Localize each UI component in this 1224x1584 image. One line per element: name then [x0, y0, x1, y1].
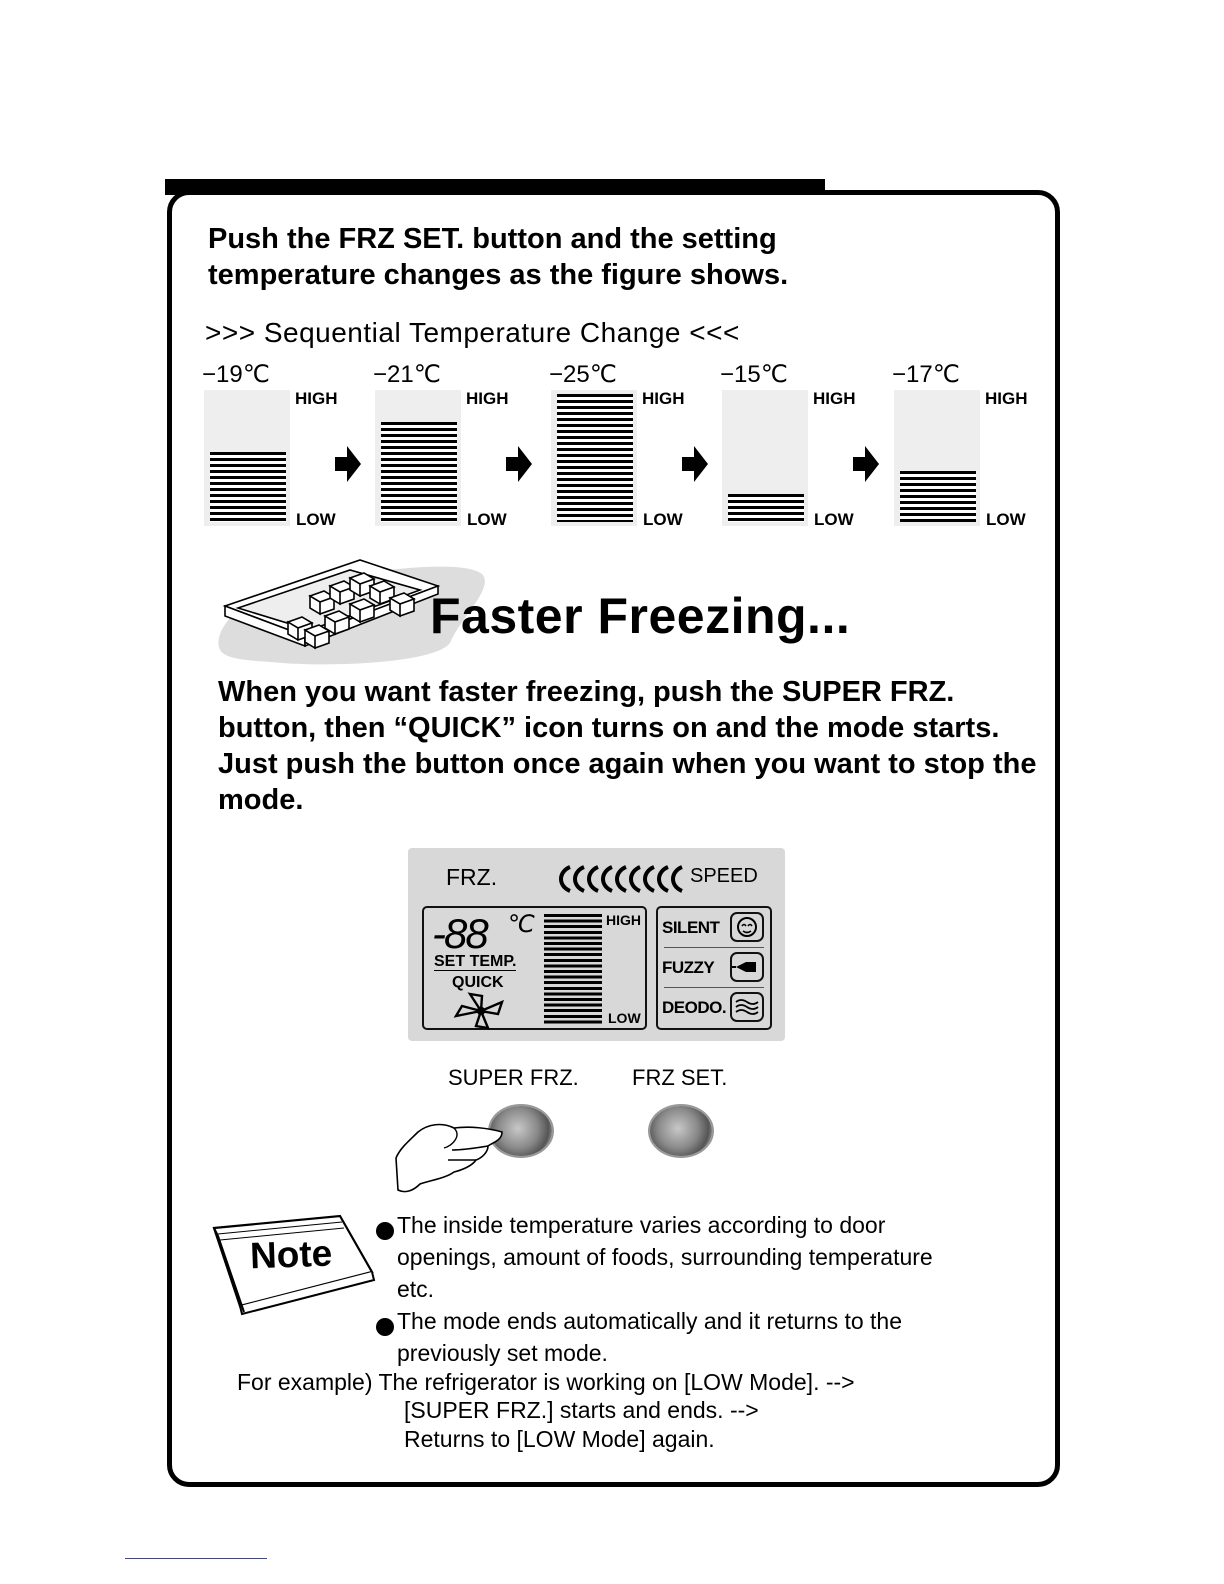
deodo-label: DEODO. [662, 998, 727, 1017]
pointing-hand-icon [392, 1118, 512, 1196]
display-high-label: HIGH [606, 912, 641, 928]
gauge-high-label: HIGH [985, 389, 1028, 408]
gauge-low-label: LOW [986, 510, 1026, 529]
next-arrow-icon [680, 444, 710, 484]
frz-label: FRZ. [446, 864, 498, 890]
next-arrow-icon [851, 444, 881, 484]
level-bars [544, 914, 602, 1026]
example-line: [SUPER FRZ.] starts and ends. --> [404, 1397, 759, 1423]
faster-freezing-text: When you want faster freezing, push the SUPER FRZ. button, then “QUICK” icon turns on and the mode starts. Just push the button once again when you want to stop the mode. [218, 676, 1037, 816]
temperature-readout [422, 906, 647, 1030]
note-line: The mode ends automatically and it returns to the [397, 1308, 903, 1334]
gauge-fill [728, 494, 804, 522]
example-line: For example) The refrigerator is working on [LOW Mode]. --> [237, 1369, 855, 1395]
super-frz-label: SUPER FRZ. [448, 1065, 579, 1090]
intro-text: Push the FRZ SET. button and the setting temperature changes as the figure shows. [208, 223, 789, 291]
quick-fan-icon [450, 992, 512, 1030]
display-low-label: LOW [608, 1010, 641, 1026]
celsius-unit: ℃ [508, 911, 535, 938]
gauge-column [204, 390, 290, 526]
footer-rule [125, 1558, 267, 1559]
gauge-column [375, 390, 461, 526]
control-panel-display [408, 848, 785, 1041]
example-line: Returns to [LOW Mode] again. [404, 1426, 715, 1452]
gauge-column [722, 390, 808, 526]
gauge-fill [900, 471, 976, 522]
gauge-temperature: −17℃ [892, 361, 960, 388]
sequence-title: >>> Sequential Temperature Change <<< [205, 317, 740, 348]
gauge-high-label: HIGH [466, 389, 509, 408]
silent-label: SILENT [662, 918, 720, 937]
gauge-fill [557, 394, 633, 522]
faster-freezing-title: Faster Freezing... [430, 588, 851, 644]
gauge-low-label: LOW [296, 510, 336, 529]
gauge-fill [210, 452, 286, 522]
gauge-low-label: LOW [467, 510, 507, 529]
note-bullet [376, 1318, 394, 1336]
note-bullet [376, 1222, 394, 1240]
next-arrow-icon [333, 444, 363, 484]
note-line: etc. [397, 1276, 435, 1302]
gauge-temperature: −25℃ [549, 361, 617, 388]
gauge-low-label: LOW [643, 510, 683, 529]
note-line: The inside temperature varies according to door [397, 1212, 886, 1238]
gauge-fill [381, 422, 457, 522]
gauge-low-label: LOW [814, 510, 854, 529]
temperature-digits: -88 [432, 910, 487, 957]
speed-waves-icon [552, 864, 692, 894]
mode-divider [664, 947, 764, 948]
temperature-gauge [894, 360, 1064, 530]
quick-label: QUICK [452, 974, 504, 991]
gauge-temperature: −15℃ [720, 361, 788, 388]
silent-mode [662, 910, 768, 946]
gauge-high-label: HIGH [295, 389, 338, 408]
deodo-waves-icon [730, 992, 764, 1022]
gauge-high-label: HIGH [642, 389, 685, 408]
frz-set-button[interactable] [650, 1106, 712, 1156]
next-arrow-icon [504, 444, 534, 484]
gauge-temperature: −21℃ [373, 361, 441, 388]
speed-label: SPEED [690, 865, 758, 887]
mode-divider [664, 987, 764, 988]
set-temp-label: SET TEMP. [434, 953, 517, 970]
note-line: openings, amount of foods, surrounding temperature [397, 1244, 933, 1270]
gauge-temperature: −19℃ [202, 361, 270, 388]
gauge-column [551, 390, 637, 526]
gauge-high-label: HIGH [813, 389, 856, 408]
deodo-mode [662, 990, 768, 1026]
fuzzy-hand-icon [730, 952, 764, 982]
gauge-column [894, 390, 980, 526]
mode-indicators [656, 906, 772, 1030]
note-line: previously set mode. [397, 1340, 608, 1366]
fuzzy-label: FUZZY [662, 958, 715, 977]
frz-set-label: FRZ SET. [632, 1065, 728, 1090]
note-label: Note [249, 1232, 333, 1277]
fuzzy-mode [662, 950, 768, 986]
silent-face-icon [730, 912, 764, 942]
